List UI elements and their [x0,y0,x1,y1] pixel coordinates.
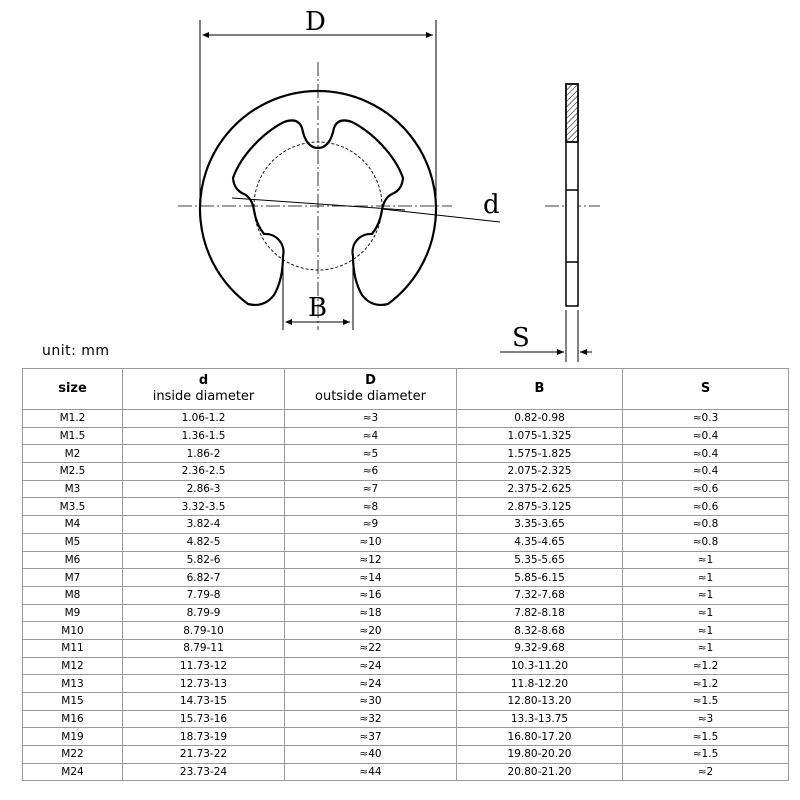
table-row [23,675,789,693]
b-cell: 11.8-12.20 [457,675,623,693]
size-cell: M11 [23,639,123,657]
table-row [23,622,789,640]
outside-diameter-cell: ≈14 [285,569,457,587]
inside-diameter-cell: 14.73-15 [123,693,285,711]
size-cell: M4 [23,516,123,534]
outside-diameter-cell: ≈20 [285,622,457,640]
header-size [23,369,123,410]
size-cell: M19 [23,728,123,746]
outside-diameter-cell: ≈18 [285,604,457,622]
s-cell: ≈2 [623,763,789,781]
b-cell: 2.075-2.325 [457,463,623,481]
b-cell: 7.32-7.68 [457,586,623,604]
inside-diameter-cell: 6.82-7 [123,569,285,587]
header-outside-diameter [285,369,457,410]
inside-diameter-cell: 23.73-24 [123,763,285,781]
s-cell: ≈0.4 [623,445,789,463]
outside-diameter-cell: ≈12 [285,551,457,569]
table-row [23,480,789,498]
outside-diameter-cell: ≈24 [285,675,457,693]
s-cell: ≈0.4 [623,463,789,481]
size-cell: M15 [23,693,123,711]
header-size-title: size [58,381,87,396]
b-cell: 19.80-20.20 [457,746,623,764]
outside-diameter-cell: ≈8 [285,498,457,516]
inside-diameter-cell: 8.79-9 [123,604,285,622]
table-row [23,693,789,711]
label-S: S [512,323,530,353]
size-cell: M1.5 [23,427,123,445]
size-cell: M22 [23,746,123,764]
table-row [23,710,789,728]
header-inside-diameter-subtitle: inside diameter [152,389,255,404]
size-cell: M24 [23,763,123,781]
inside-diameter-cell: 8.79-11 [123,639,285,657]
b-cell: 2.375-2.625 [457,480,623,498]
table-row [23,604,789,622]
size-cell: M13 [23,675,123,693]
inside-diameter-cell: 3.82-4 [123,516,285,534]
label-d: d [483,190,500,220]
header-s-title: S [700,381,711,396]
b-cell: 9.32-9.68 [457,639,623,657]
inside-diameter-cell: 5.82-6 [123,551,285,569]
s-cell: ≈1.2 [623,675,789,693]
inside-diameter-cell: 11.73-12 [123,657,285,675]
header-inside-diameter [123,369,285,410]
table-row [23,569,789,587]
b-cell: 7.82-8.18 [457,604,623,622]
inside-diameter-cell: 4.82-5 [123,533,285,551]
size-cell: M3 [23,480,123,498]
outside-diameter-cell: ≈22 [285,639,457,657]
size-cell: M6 [23,551,123,569]
size-table [22,368,789,781]
table-row [23,498,789,516]
s-cell: ≈1.2 [623,657,789,675]
s-cell: ≈0.8 [623,533,789,551]
table-row [23,657,789,675]
side-view [566,84,578,306]
table-body [23,410,789,781]
b-cell: 10.3-11.20 [457,657,623,675]
size-cell: M10 [23,622,123,640]
inside-diameter-cell: 1.06-1.2 [123,410,285,428]
s-cell: ≈1 [623,604,789,622]
b-cell: 16.80-17.20 [457,728,623,746]
table-row [23,463,789,481]
b-cell: 1.075-1.325 [457,427,623,445]
b-cell: 20.80-21.20 [457,763,623,781]
table-row [23,410,789,428]
table-row [23,533,789,551]
table-row [23,639,789,657]
size-cell: M3.5 [23,498,123,516]
outside-diameter-cell: ≈10 [285,533,457,551]
table-row [23,586,789,604]
table-row [23,746,789,764]
size-cell: M16 [23,710,123,728]
label-D: D [305,7,326,37]
b-cell: 4.35-4.65 [457,533,623,551]
s-cell: ≈1 [623,569,789,587]
inside-diameter-cell: 1.86-2 [123,445,285,463]
outside-diameter-cell: ≈24 [285,657,457,675]
inside-diameter-cell: 18.73-19 [123,728,285,746]
outside-diameter-cell: ≈16 [285,586,457,604]
table-header-row [23,369,789,410]
table-row [23,763,789,781]
b-cell: 8.32-8.68 [457,622,623,640]
b-cell: 5.85-6.15 [457,569,623,587]
size-cell: M1.2 [23,410,123,428]
size-cell: M5 [23,533,123,551]
outside-diameter-cell: ≈9 [285,516,457,534]
b-cell: 12.80-13.20 [457,693,623,711]
b-cell: 2.875-3.125 [457,498,623,516]
size-cell: M12 [23,657,123,675]
s-cell: ≈0.8 [623,516,789,534]
b-cell: 1.575-1.825 [457,445,623,463]
table-row [23,728,789,746]
e-clip-technical-drawing [0,0,800,370]
s-cell: ≈0.6 [623,498,789,516]
inside-diameter-cell: 15.73-16 [123,710,285,728]
s-cell: ≈1 [623,551,789,569]
s-cell: ≈1.5 [623,728,789,746]
label-B: B [308,293,328,323]
b-cell: 3.35-3.65 [457,516,623,534]
s-cell: ≈1 [623,639,789,657]
table-row [23,551,789,569]
s-cell: ≈1.5 [623,693,789,711]
size-cell: M2.5 [23,463,123,481]
dimension-d-leader [232,198,500,222]
outside-diameter-cell: ≈5 [285,445,457,463]
inside-diameter-cell: 2.86-3 [123,480,285,498]
outside-diameter-cell: ≈40 [285,746,457,764]
table-row [23,516,789,534]
size-cell: M2 [23,445,123,463]
inside-diameter-cell: 1.36-1.5 [123,427,285,445]
size-cell: M8 [23,586,123,604]
inside-diameter-cell: 12.73-13 [123,675,285,693]
header-b-title: B [534,381,545,396]
header-outside-diameter-subtitle: outside diameter [315,389,426,404]
outside-diameter-cell: ≈4 [285,427,457,445]
inside-diameter-cell: 21.73-22 [123,746,285,764]
s-cell: ≈1.5 [623,746,789,764]
b-cell: 13.3-13.75 [457,710,623,728]
inside-diameter-cell: 8.79-10 [123,622,285,640]
s-cell: ≈0.4 [623,427,789,445]
header-b [457,369,623,410]
s-cell: ≈1 [623,586,789,604]
unit-label: unit: mm [42,343,110,359]
outside-diameter-cell: ≈3 [285,410,457,428]
outside-diameter-cell: ≈7 [285,480,457,498]
outside-diameter-cell: ≈37 [285,728,457,746]
header-outside-diameter-title: D [365,373,376,388]
s-cell: ≈3 [623,710,789,728]
s-cell: ≈0.3 [623,410,789,428]
size-cell: M7 [23,569,123,587]
b-cell: 5.35-5.65 [457,551,623,569]
inside-diameter-cell: 2.36-2.5 [123,463,285,481]
table-row [23,445,789,463]
outside-diameter-cell: ≈44 [285,763,457,781]
header-inside-diameter-title: d [198,373,209,388]
outside-diameter-cell: ≈30 [285,693,457,711]
header-s [623,369,789,410]
table-row [23,427,789,445]
s-cell: ≈0.6 [623,480,789,498]
s-cell: ≈1 [623,622,789,640]
inside-diameter-cell: 7.79-8 [123,586,285,604]
outside-diameter-cell: ≈32 [285,710,457,728]
inside-diameter-cell: 3.32-3.5 [123,498,285,516]
size-cell: M9 [23,604,123,622]
outside-diameter-cell: ≈6 [285,463,457,481]
b-cell: 0.82-0.98 [457,410,623,428]
